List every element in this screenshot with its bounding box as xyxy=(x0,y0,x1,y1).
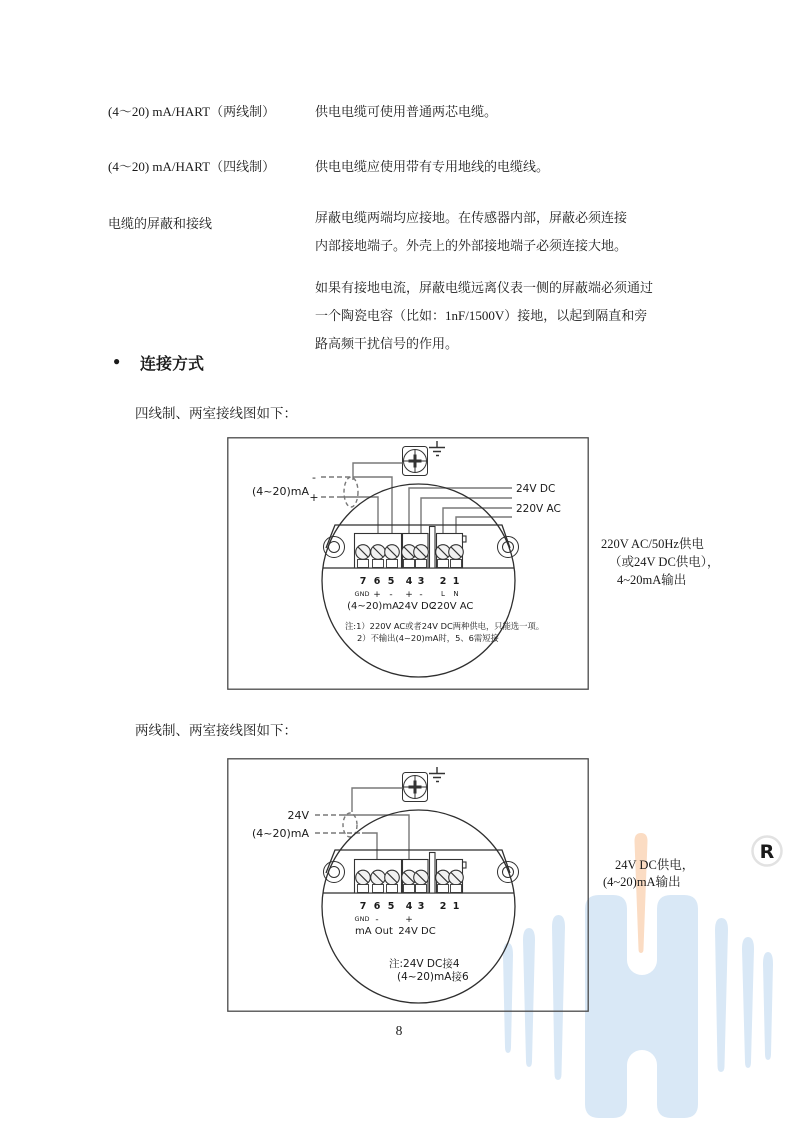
text-line: 屏蔽电缆两端均应接地。在传感器内部，屏蔽必须连接 xyxy=(315,210,628,225)
text-line: 4~20mA输出 xyxy=(617,573,687,587)
minus-sign-label: - xyxy=(312,471,316,484)
svg-text:6: 6 xyxy=(373,901,381,912)
svg-text:1: 1 xyxy=(452,576,460,587)
svg-text:+: + xyxy=(405,915,413,925)
terminal-signs xyxy=(355,915,413,925)
ground-screw-icon xyxy=(403,773,428,802)
svg-text:-: - xyxy=(375,915,379,925)
watermark-orange-needle xyxy=(635,833,648,953)
diagram2-notes xyxy=(389,957,469,983)
terminal-group-labels xyxy=(347,601,473,612)
text-line: 如果有接地电流，屏蔽电缆远离仪表一侧的屏蔽端必须通过 xyxy=(315,280,654,295)
svg-text:+: + xyxy=(405,590,413,600)
svg-text:220V AC: 220V AC xyxy=(430,601,474,612)
svg-text:2: 2 xyxy=(439,576,447,587)
svg-text:-: - xyxy=(389,590,393,600)
terminal-numbers xyxy=(360,576,460,587)
cable-shield-ellipse xyxy=(344,477,358,507)
earth-ground-icon xyxy=(429,767,445,782)
spec-row2-text: 供电电缆应使用带有专用地线的电缆线。 xyxy=(315,159,550,174)
spec-row2-label: (4～20) mA/HART（四线制） xyxy=(108,159,276,174)
svg-text:4: 4 xyxy=(405,576,413,587)
svg-text:GND: GND xyxy=(354,915,370,923)
text-line: (4~20)mA输出 xyxy=(603,875,681,889)
text-line: 一个陶瓷电容（比如：1nF/1500V）接地，以起到隔直和旁 xyxy=(315,308,648,323)
section-title: 连接方式 xyxy=(140,356,205,373)
diagram1-side-annotation xyxy=(601,535,720,589)
shield-paragraph-2 xyxy=(315,274,653,358)
svg-text:+: + xyxy=(373,590,381,600)
ac-supply-label: 220V AC xyxy=(516,503,561,515)
svg-text:1: 1 xyxy=(452,901,460,912)
wiring-diagram-two-wire xyxy=(227,758,589,1012)
svg-text:-: - xyxy=(419,590,423,600)
text-line: （或24V DC供电）， xyxy=(609,555,720,569)
loop-current-label: (4~20)mA xyxy=(251,485,309,498)
page-number: 8 xyxy=(395,1023,403,1038)
svg-text:24V DC: 24V DC xyxy=(398,926,436,937)
text-line: 内部接地端子。外壳上的外部接地端子必须连接大地。 xyxy=(315,238,628,253)
terminal-blocks xyxy=(355,853,467,894)
shield-ground-wire xyxy=(352,788,403,812)
svg-text:N: N xyxy=(453,590,459,598)
svg-text:GND: GND xyxy=(354,590,370,598)
svg-text:5: 5 xyxy=(387,576,395,587)
svg-text:L: L xyxy=(441,590,445,598)
svg-text:(4~20)mA接6: (4~20)mA接6 xyxy=(397,971,469,983)
wiring-diagram-four-wire xyxy=(227,437,589,690)
ground-screw-icon xyxy=(403,447,428,476)
svg-text:(4~20)mA: (4~20)mA xyxy=(347,601,399,612)
text-line: 24V DC供电， xyxy=(615,858,695,872)
registered-letter: R xyxy=(759,841,775,863)
text-line: 路高频干扰信号的作用。 xyxy=(315,336,459,351)
svg-text:2）不输出(4~20)mA时，5、6需短接: 2）不输出(4~20)mA时，5、6需短接 xyxy=(357,633,499,643)
svg-text:6: 6 xyxy=(373,576,381,587)
shield-paragraph-1 xyxy=(315,204,653,260)
plus-sign-label: + xyxy=(309,491,319,504)
loop-current-label: (4~20)mA xyxy=(251,827,309,840)
dc-supply-label: 24V DC xyxy=(516,483,556,495)
svg-text:4: 4 xyxy=(405,901,413,912)
section-bullet-icon: ● xyxy=(113,354,121,368)
spec-row1-text: 供电电缆可使用普通两芯电缆。 xyxy=(315,104,498,119)
svg-text:2: 2 xyxy=(439,901,447,912)
svg-text:注:1）220V AC或者24V DC两种供电，只能选一项。: 注:1）220V AC或者24V DC两种供电，只能选一项。 xyxy=(345,621,545,631)
terminal-blocks xyxy=(355,527,467,569)
spec-row3-label: 电缆的屏蔽和接线 xyxy=(108,216,213,231)
terminal-signs xyxy=(355,590,459,600)
svg-text:7: 7 xyxy=(359,901,367,912)
supply-label: 24V xyxy=(287,809,309,822)
earth-ground-icon xyxy=(429,441,445,456)
diagram2-side-annotation xyxy=(603,857,694,891)
svg-text:24V DC: 24V DC xyxy=(398,601,436,612)
text-line: 220V AC/50Hz供电 xyxy=(601,537,704,551)
svg-text:3: 3 xyxy=(417,576,425,587)
svg-text:5: 5 xyxy=(387,901,395,912)
svg-text:3: 3 xyxy=(417,901,425,912)
subheading-four-wire: 四线制、两室接线图如下： xyxy=(135,406,297,421)
svg-text:注:24V DC接4: 注:24V DC接4 xyxy=(389,958,460,970)
spec-row1-label: (4～20) mA/HART（两线制） xyxy=(108,104,276,119)
spec-row3-paragraphs xyxy=(315,204,653,358)
terminal-numbers xyxy=(360,901,460,912)
svg-text:mA Out: mA Out xyxy=(355,926,393,937)
diagram1-notes xyxy=(345,621,544,644)
registered-trademark-icon xyxy=(753,837,782,866)
svg-text:7: 7 xyxy=(359,576,367,587)
terminal-group-labels xyxy=(355,926,436,937)
subheading-two-wire: 两线制、两室接线图如下： xyxy=(135,723,297,738)
